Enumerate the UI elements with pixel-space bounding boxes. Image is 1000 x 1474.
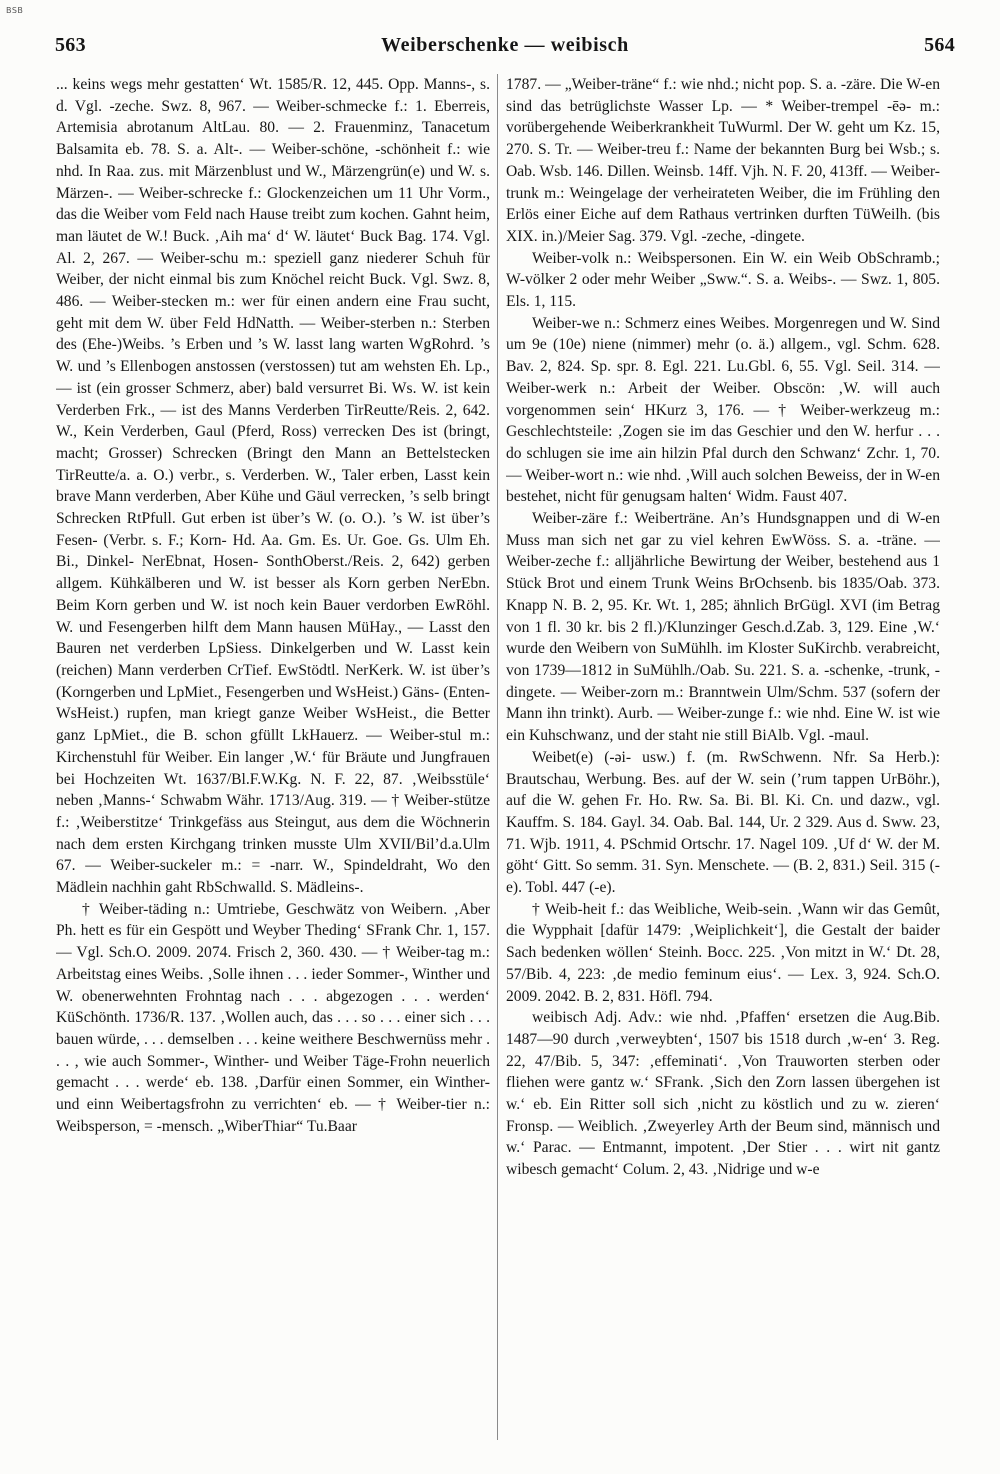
page-header <box>55 34 955 60</box>
page-number-left: 563 <box>55 34 86 56</box>
dictionary-entry: weibisch Adj. Adv.: wie nhd. ‚Pfaffen‘ ersetzen die Aug.Bib. 1487—90 durch ‚verweybten‘, 1507 bis 1518 durch ‚w-en‘ 3. Reg. 22, 47/Bib. 5, 347: ‚effeminati‘. ‚Von Trauworten sterben oder fliehen were gantz w.‘ SFrank. ‚Sich den Zorn lassen übergehen ist w.‘ eb. Ein Ritter soll sich ‚nicht zu köstlich und zu w. zieren‘ Fronsp. — Weiblich. ‚Zweyerley Arth der Beum sind, männisch und w.‘ Parac. — Entmannt, impotent. ‚Der Stier . . . wirt nit gantz wibesch gemacht‘ Colum. 2, 43. ‚Nidrige und w-e <box>506 1009 940 1179</box>
page-number-right: 564 <box>924 34 955 56</box>
column-divider <box>497 74 498 1440</box>
dictionary-entry: Weiber-we n.: Schmerz eines Weibes. Morgenregen und W. Sind um 9e (10e) niene (nimmer) mehr (o. ä.) allgem., vgl. Schm. 628. Bav. 2, 824. Sp. spr. 8. Egl. 221. Lu.Gbl. 6, 55. Vgl. Seil. 314. — Weiber-werk n.: Arbeit der Weiber. Obscön: ‚W. will auch vorgenommen sein‘ HKurz 3, 176. — † Weiber-werkzeug m.: Geschlechtsteile: ‚Zogen sie im das Geschier und den W. herfur . . . do schlugen sie ime ain hilzin Pfal durch den Schwanz‘ Zchr. 1, 70. — Weiber-wort n.: wie nhd. ‚Will auch solchen Beweiss, der in W-en bestehet, nicht für genugsam halten‘ Widm. Faust 407. <box>506 314 940 506</box>
dictionary-entry: 1787. — „Weiber-träne“ f.: wie nhd.; nicht pop. S. a. -zäre. Die W-en sind das betrüglichste Wasser Lp. — * Weiber-trempel -ēə- m.: vorübergehende Weiberkrankheit TuWurml. Der W. geht um Kz. 15, 270. S. Tr. — Weiber-treu f.: Name der bekannten Burg bei Wsb.; s. Oab. Wsb. 146. Dillen. Weinsb. 14ff. Vjh. N. F. 20, 413ff. — Weiber-trunk m.: Weingelage der verheirateten Weiber, die im Frühling den Erlös einer Eiche auf dem Rathaus vertrinken durften TüWeilh. (bis XIX. in.)/Meier Sag. 379. Vgl. -zeche, -dingete. <box>506 76 940 245</box>
left-column <box>56 74 490 1440</box>
dictionary-entry: † Weiber-täding n.: Umtriebe, Geschwätz von Weibern. ‚Aber Ph. hett es für ein Gespött und Weyber Theding‘ SFrank Chr. 1, 157. — Vgl. Sch.O. 2009. 2074. Frisch 2, 360. 430. — † Weiber-tag m.: Arbeitstag eines Weibs. ‚Solle ihnen . . . ieder Sommer-, Winther und W. obenerwehnten Frohntag nach . . . abgezogen . . . werden‘ KüSchönth. 1736/R. 137. ‚Wollen auch, das . . . so . . . einer sich . . . bauen würde, . . . demselben . . . keine weithere Beschwernüss mehr . . . , wie auch Sommer-, Winther- und Weiber Täge-Frohn neuerlich gemacht . . . werde‘ eb. 138. ‚Darfür einen Sommer, ein Winther- und einn Weibertagsfrohn zu verrichten‘ eb. — † Weiber-tier n.: Weibsperson, = -mensch. „WiberThiar“ Tu.Baar <box>56 900 490 1135</box>
library-stamp: BSB <box>6 6 24 15</box>
dictionary-entry: ... keins wegs mehr gestatten‘ Wt. 1585/R. 12, 445. Opp. Manns-, s. d. Vgl. -zeche. Swz. 8, 967. — Weiber-schmecke f.: 1. Eberreis, Artemisia abrotanum AltLau. 80. — 2. Frauenminz, Tanacetum Balsamita eb. 78. S. a. Alt-. — Weiber-schöne, -schönheit f.: wie nhd. In Raa. zus. mit Märzenblust und W., Märzengrün(e) und W. s. Märzen-. — Weiber-schrecke f.: Glockenzeichen um 11 Uhr Vorm., das die Weiber vom Feld nach Hause treibt zum kochen. Gahnt heim, man läutet de W.! Buck. ‚Aih ma‘ d‘ W. läutet‘ Buck Bag. 174. Vgl. Al. 2, 267. — Weiber-schu m.: speziell ganz niederer Schuh für Weiber, der nicht einmal bis zum Knöchel reicht Buck. Vgl. Swz. 8, 486. — Weiber-stecken m.: wer für einen andern eine Frau sucht, geht mit dem W. über Feld HdNatth. — Weiber-sterben n.: Sterben des (Ehe-)Weibs. ’s Erben und ’s W. lasst lang warten WgRohrd. ’s W. und ’s Ellenbogen anstossen (verstossen) tut am wehsten Eh. Lp., — ist (ein grosser Schmerz, aber) bald versurret Bi. Ws. W. ist kein Verderben Frk., — ist des Manns Verderben TirReutte/Reis. 2, 642. W., Kein Verderben, Gaul (Pferd, Ross) verrecken Des ist (bringt, macht; Grosser) Schrecken (Bringt den Mann an Bettelstecken TirReutte/a. a. O.) verbr., s. Verderben. W., Taler erben, Lasst kein brave Mann verderben, Aber Kühe und Gäul verrecken, ’s selb bringt Schrecken RtPfull. Gut erben ist über’s W. (o. O.). ’s W. ist über’s Fesen- (Verbr. s. F.; Korn- Hd. Aa. Gm. Es. Ur. Goe. Gs. Ulm Eh. Bi., Dinkel- NerEbnat, Hosen- SonthOberst./Reis. 2, 642) gerben allgem. Kühkälberen und W. ist besser als Korn gerben NerEbn. Beim Korn gerben und W. ist noch kein Bauer verdorben EwRöhl. W. und Fesengerben hilft dem Mann hausen MüHay., — Lasst den Bauren net verderben LpSiess. Dinkelgerben und W. Lasst kein (reichen) Mann verderben CrTief. EwStödtl. NerKerk. W. ist über’s (Korngerben und LpMiet., Fesengerben und WsHeist.) Gäns- (Enten- WsHeist.) rupfen, man kriegt ganze Weiber WsHeist., die Better ganz LpMiet., die B. schon gfüllt LkHauerz. — Weiber-stul m.: Kirchenstuhl für Weiber. Ein langer ‚W.‘ für Bräute und Jungfrauen bei Hochzeiten Wt. 1637/Bl.F.W.Kg. N. F. 22, 87. ‚Weibsstüle‘ neben ‚Manns-‘ Schwabm Währ. 1713/Aug. 319. — † Weiber-stütze f.: ‚Weiberstitze‘ Trinkgefäss aus Steingut, aus dem die Wöchnerin nach dem ersten Kirchgang trinken musste Ulm XVII/Bil’d.a.Ulm 67. — Weiber-suckeler m.: = -narr. W., Spindeldraht, Wo den Mädlein nachhin gaht RbSchwalld. S. Mädleins-. <box>56 76 490 897</box>
right-column <box>506 74 940 1440</box>
dictionary-entry: Weibet(e) (-əi- usw.) f. (m. RwSchwenn. Nfr. Sa Herb.): Brautschau, Werbung. Bes. auf der W. sein (’rum tappen UrBöhr.), auf die W. gehen Fr. Ho. Rw. Sa. Bi. Bl. Ki. Cn. und dazw., vgl. Kauffm. S. 184. Gayl. 34. Oab. Bal. 144, Ur. 2 329. Aus d. Sww. 23, 71. Wjb. 1911, 4. PSchmid Ortschr. 17. Nagel 109. ‚Uf d‘ W. der M. göht‘ Gitt. So semm. 31. Syn. Menschete. — (B. 2, 831.) Seil. 315 (-e). Tobl. 447 (-e). <box>506 748 940 897</box>
dictionary-entry: Weiber-volk n.: Weibspersonen. Ein W. ein Weib ObSchramb.; W-völker 2 oder mehr Weiber „Sww.“. S. a. Weibs-. — Swz. 1, 805. Els. 1, 115. <box>506 249 940 311</box>
running-head: Weiberschenke — weibisch <box>381 34 629 56</box>
dictionary-entry: † Weib-heit f.: das Weibliche, Weib-sein. ‚Wann wir das Gemût, die Wypphait [dafür 1479: ‚Weiplichkeit‘], die Gestalt der baider Sach bedenken wöllen‘ Steinh. Bocc. 225. ‚Von mitzt in W.‘ Dt. 28, 57/Bib. 4, 223: ‚de medio feminum eius‘. — Lex. 3, 924. Sch.O. 2009. 2042. B. 2, 831. Höfl. 794. <box>506 900 940 1005</box>
dictionary-entry: Weiber-zäre f.: Weiberträne. An’s Hundsgnappen und di W-en Muss man sich net gar zu viel kehren EwWöss. S. a. -träne. — Weiber-zeche f.: alljährliche Bewirtung der Weiber, bestehend aus 1 Stück Brot und einem Trunk Weins BrOchsenb. bis 1835/Oab. 373. Knapp N. B. 2, 95. Kr. Wt. 1, 285; ähnlich BrGügl. XVI (im Betrag von 1 fl. 30 kr. bis 2 fl.)/Klunzinger Gesch.d.Zab. 3, 129. Eine ‚W.‘ wurde den Weibern von SuMühlh. im Kloster SuKirchb. verabreicht, von 1739—1812 in SuMühlh./Oab. Su. 221. S. a. -schenke, -trunk, -dingete. — Weiber-zorn m.: Branntwein Ulm/Schm. 537 (sofern der Mann ihn trinkt). Aurb. — Weiber-zunge f.: wie nhd. Eine W. ist wie ein Kuhschwanz, und der staht nie still BiAlb. Vgl. -maul. <box>506 510 940 745</box>
